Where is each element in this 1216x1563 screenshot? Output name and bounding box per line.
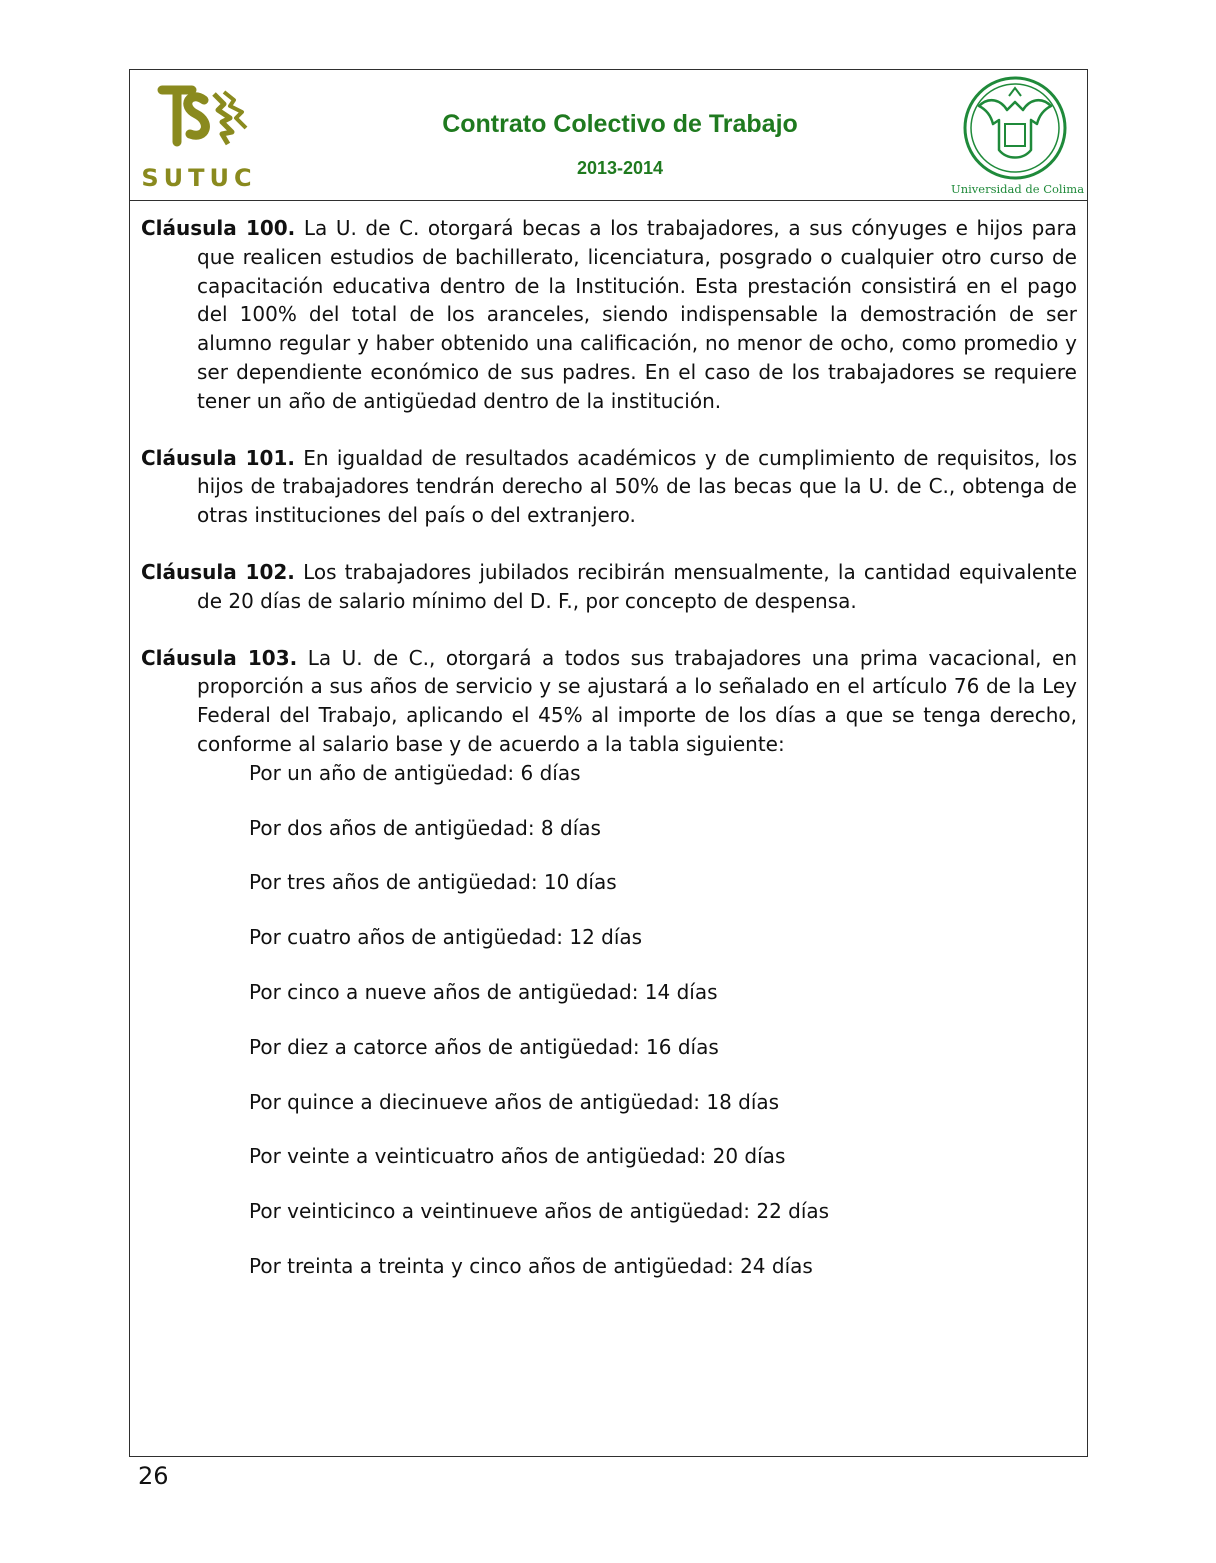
page-number: 26: [138, 1462, 169, 1490]
list-item: Por un año de antigüedad: 6 días: [249, 760, 581, 785]
university-seal-icon: [951, 76, 1079, 180]
list-item: Por quince a diecinueve años de antigüedad: 18 días: [249, 1089, 780, 1114]
list-item: Por veinticinco a veintinueve años de antigüedad: 22 días: [249, 1199, 830, 1224]
sutuc-emblem-icon: [140, 80, 258, 160]
list-item: Por cuatro años de antigüedad: 12 días: [249, 925, 643, 950]
document-body: [141, 214, 1077, 1335]
clause-text: La U. de C., otorgará a todos sus trabajadores una prima vacacional, en proporción a sus años de servicio y se ajustará a lo señalado en el artículo 76 de la Ley Federal del Trabajo, aplicando el 45% al importe de los días a que se tenga derecho, conforme al salario base y de acuerdo a la tabla siguiente:: [197, 645, 1077, 756]
clause-100: [141, 214, 1077, 416]
clause-text: La U. de C. otorgará becas a los trabajadores, a sus cónyuges e hijos para que realicen estudios de bachillerato, licenciatura, posgrado o cualquier otro curso de capacitación educativa dentro de la Institución. Esta prestación consistirá en el pago del 100% del total de los aranceles, siendo indispensable la demostración de ser alumno regular y haber obtenido una calificación, no menor de ocho, como promedio y ser dependiente económico de sus padres. En el caso de los trabajadores se requiere tener un año de antigüedad dentro de la institución.: [197, 216, 1078, 413]
list-item: Por dos años de antigüedad: 8 días: [249, 815, 601, 840]
clause-text: En igualdad de resultados académicos y de cumplimiento de requisitos, los hijos de trabajadores tendrán derecho al 50% de las becas que la U. de C., obtenga de otras instituciones del país o del extranjero.: [197, 445, 1077, 528]
list-item: Por cinco a nueve años de antigüedad: 14 días: [249, 979, 718, 1004]
document-period: 2013-2014: [576, 158, 664, 178]
document-title: Contrato Colectivo de Trabajo: [442, 110, 798, 138]
clause-102: [141, 558, 1077, 616]
page-frame: [129, 69, 1088, 1457]
document-header: [130, 70, 1087, 201]
clause-label: Cláusula 103.: [141, 645, 298, 670]
clause-label: Cláusula 102.: [141, 559, 295, 584]
list-item: Por veinte a veinticuatro años de antigüedad: 20 días: [249, 1144, 786, 1169]
clause-101: [141, 444, 1077, 530]
universidad-colima-logo: [951, 76, 1085, 196]
vacation-days-table: [141, 759, 1077, 1307]
sutuc-logo: [140, 80, 258, 192]
clause-label: Cláusula 100.: [141, 216, 296, 240]
list-item: Por tres años de antigüedad: 10 días: [249, 870, 617, 895]
sutuc-logo-text: SUTUC: [141, 164, 257, 192]
universidad-colima-logo-text: Universidad de Colima: [951, 182, 1085, 196]
clause-text: Los trabajadores jubilados recibirán mensualmente, la cantidad equivalente de 20 días de salario mínimo del D. F., por concepto de despensa.: [197, 559, 1078, 613]
clause-label: Cláusula 101.: [141, 445, 295, 470]
clause-103: [141, 644, 1077, 759]
list-item: Por treinta a treinta y cinco años de antigüedad: 24 días: [249, 1253, 813, 1278]
list-item: Por diez a catorce años de antigüedad: 16 días: [249, 1034, 719, 1059]
